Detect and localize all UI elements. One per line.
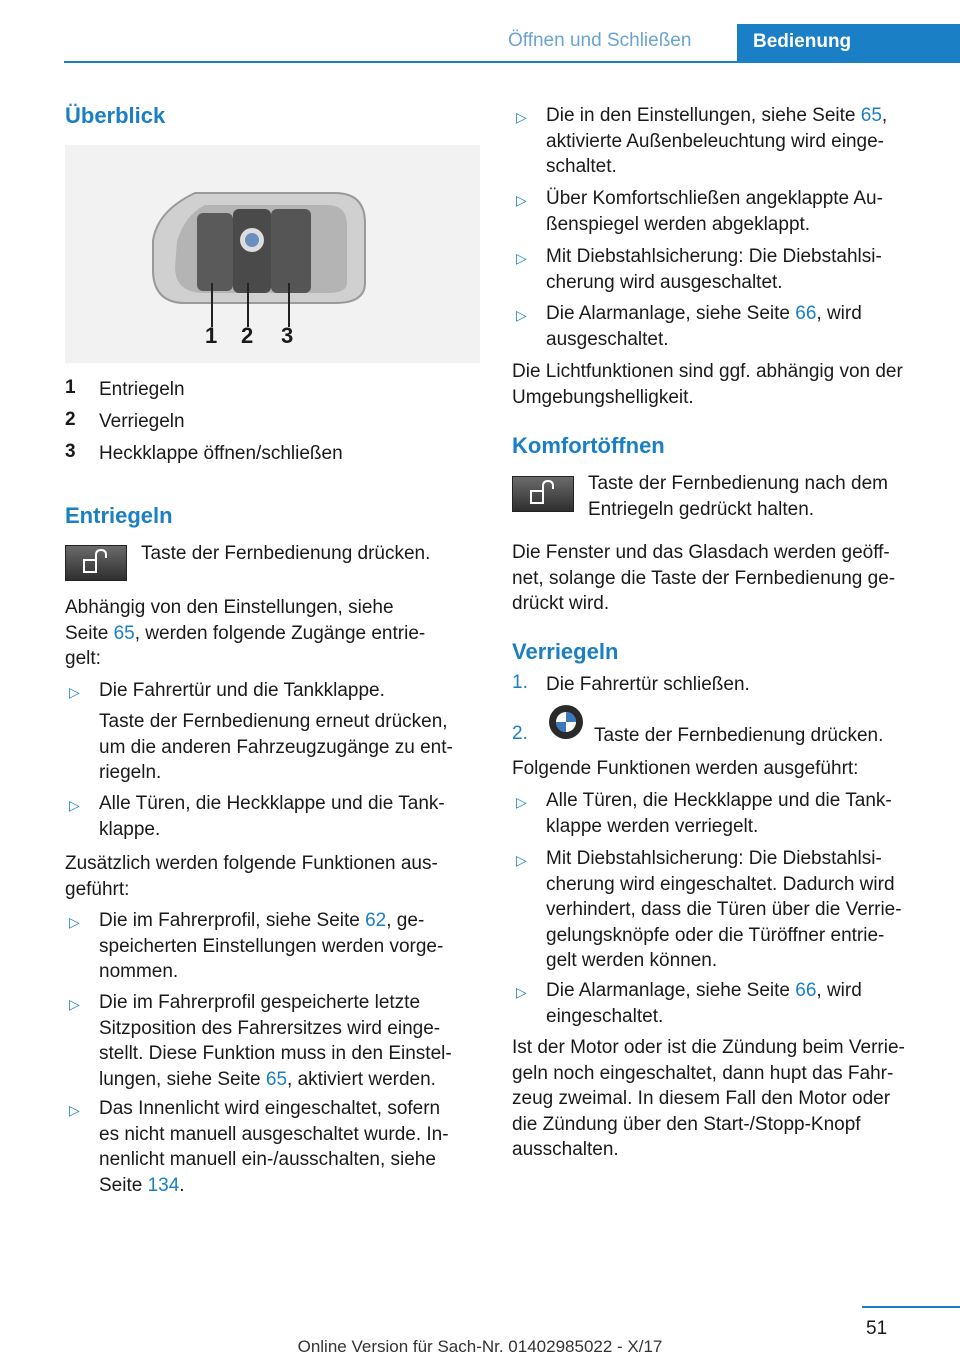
paragraph: Folgende Funktionen werden ausgeführt: xyxy=(512,758,859,779)
heading-overview: Überblick xyxy=(65,103,166,128)
paragraph: Die Lichtfunktionen sind ggf. abhängig von der Umgebungshelligkeit. xyxy=(512,361,903,408)
triangle-right-icon: ▷ xyxy=(69,996,80,1012)
heading-lock: Verriegeln xyxy=(512,639,619,664)
header-rule xyxy=(64,61,960,63)
car-key-image xyxy=(65,145,480,363)
image-callout-2: 2 xyxy=(241,323,254,348)
step-text: Taste der Fernbedienung drücken. xyxy=(594,725,884,746)
page-link[interactable]: 66 xyxy=(795,303,817,324)
comfort-instruction: Taste der Fernbedienung nach dem Entriegeln gedrückt halten. xyxy=(588,473,888,520)
unlock-instruction: Taste der Fernbedienung drücken. xyxy=(141,543,431,564)
page-link[interactable]: 134 xyxy=(147,1174,180,1196)
triangle-right-icon: ▷ xyxy=(516,250,527,266)
page-link[interactable]: 66 xyxy=(795,980,817,1001)
triangle-right-icon: ▷ xyxy=(516,307,527,323)
footer-note: Online Version für Sach-Nr. 01402985022 - X/17 xyxy=(297,1337,663,1356)
chapter-tab: Bedienung xyxy=(737,24,960,63)
legend-text: Heckklappe öffnen/schließen xyxy=(99,443,343,464)
triangle-right-icon: ▷ xyxy=(516,984,527,1000)
list-item-sub: Taste der Fernbedienung erneut drücken, um die anderen Fahrzeugzugänge zu ent‐ riegeln. xyxy=(99,711,453,783)
footer-rule xyxy=(862,1306,960,1308)
triangle-right-icon: ▷ xyxy=(69,1102,80,1118)
triangle-right-icon: ▷ xyxy=(516,109,527,125)
heading-unlock: Entriegeln xyxy=(65,503,173,528)
image-callout-3: 3 xyxy=(281,323,294,348)
page-link[interactable]: 65 xyxy=(860,105,882,126)
legend-num: 1 xyxy=(65,377,76,398)
triangle-right-icon: ▷ xyxy=(516,192,527,208)
list-item: Das Innenlicht wird eingeschaltet, sofern es nicht manuell ausgeschaltet wurde. In‐ nenlicht manuell ein-/ausschalten, siehe Seite 134. xyxy=(99,1098,449,1196)
page-link[interactable]: 65 xyxy=(265,1068,288,1090)
unlock-icon xyxy=(512,476,574,512)
step-number: 1. xyxy=(512,672,528,693)
unlock-icon xyxy=(65,545,127,581)
step-number: 2. xyxy=(512,723,528,744)
paragraph: Abhängig von den Einstellungen, siehe Seite 65, werden folgende Zugänge entrie‐ gelt: xyxy=(65,597,426,669)
list-item: Mit Diebstahlsicherung: Die Diebstahlsi‐ cherung wird ausgeschaltet. xyxy=(546,246,882,293)
section-title: Öffnen und Schließen xyxy=(508,30,692,51)
legend-num: 3 xyxy=(65,441,76,462)
legend-text: Entriegeln xyxy=(99,379,185,400)
list-item: Die in den Einstellungen, siehe Seite 65, aktivierte Außenbeleuchtung wird einge‐ schaltet. xyxy=(546,105,888,177)
paragraph: Die Fenster und das Glasdach werden geöff‐ net, solange die Taste der Fernbedienung ge‐ drückt wird. xyxy=(512,542,896,614)
list-item: Mit Diebstahlsicherung: Die Diebstahlsi‐ cherung wird eingeschaltet. Dadurch wird verhindert, dass die Türen über die Verrie‐ gelungsknöpfe oder die Türöffner entrie‐ gelt werden können. xyxy=(546,848,902,971)
step-text: Die Fahrertür schließen. xyxy=(546,674,750,695)
legend-num: 2 xyxy=(65,409,76,430)
legend-text: Verriegeln xyxy=(99,411,185,432)
car-key-icon xyxy=(65,145,480,363)
paragraph: Ist der Motor oder ist die Zündung beim Verrie‐ geln noch eingeschaltet, dann hupt das Fahr‐ zeug zweimal. In diesem Fall den Motor oder die Zündung über den Start-/Stopp-Knopf ausschalten. xyxy=(512,1037,905,1160)
list-item: Alle Türen, die Heckklappe und die Tank‐ klappe werden verriegelt. xyxy=(546,790,892,837)
page-link[interactable]: 62 xyxy=(365,910,387,931)
heading-comfort-open: Komfortöffnen xyxy=(512,433,665,458)
list-item: Alle Türen, die Heckklappe und die Tank‐ klappe. xyxy=(99,793,445,840)
triangle-right-icon: ▷ xyxy=(69,797,80,813)
page-link[interactable]: 65 xyxy=(113,622,135,644)
list-item: Die Alarmanlage, siehe Seite 66, wird eingeschaltet. xyxy=(546,980,862,1027)
list-item: Die Fahrertür und die Tankklappe. xyxy=(99,680,385,701)
list-item: Die im Fahrerprofil, siehe Seite 62, ge‐ speicherten Einstellungen werden vorge‐ nommen. xyxy=(99,910,444,982)
triangle-right-icon: ▷ xyxy=(516,852,527,868)
page-number: 51 xyxy=(866,1318,888,1339)
bmw-logo-icon xyxy=(548,704,584,745)
list-item: Über Komfortschließen angeklappte Au‐ ßenspiegel werden abgeklappt. xyxy=(546,188,883,235)
list-item: Die im Fahrerprofil gespeicherte letzte Sitzposition des Fahrersitzes wird einge‐ stellt. Diese Funktion muss in den Einstel‐ lungen, siehe Seite 65, aktiviert werden. xyxy=(99,992,452,1090)
triangle-right-icon: ▷ xyxy=(69,914,80,930)
list-item: Die Alarmanlage, siehe Seite 66, wird ausgeschaltet. xyxy=(546,303,862,350)
triangle-right-icon: ▷ xyxy=(516,794,527,810)
image-callout-1: 1 xyxy=(205,323,218,348)
triangle-right-icon: ▷ xyxy=(69,684,80,700)
paragraph: Zusätzlich werden folgende Funktionen aus‐ geführt: xyxy=(65,853,438,900)
